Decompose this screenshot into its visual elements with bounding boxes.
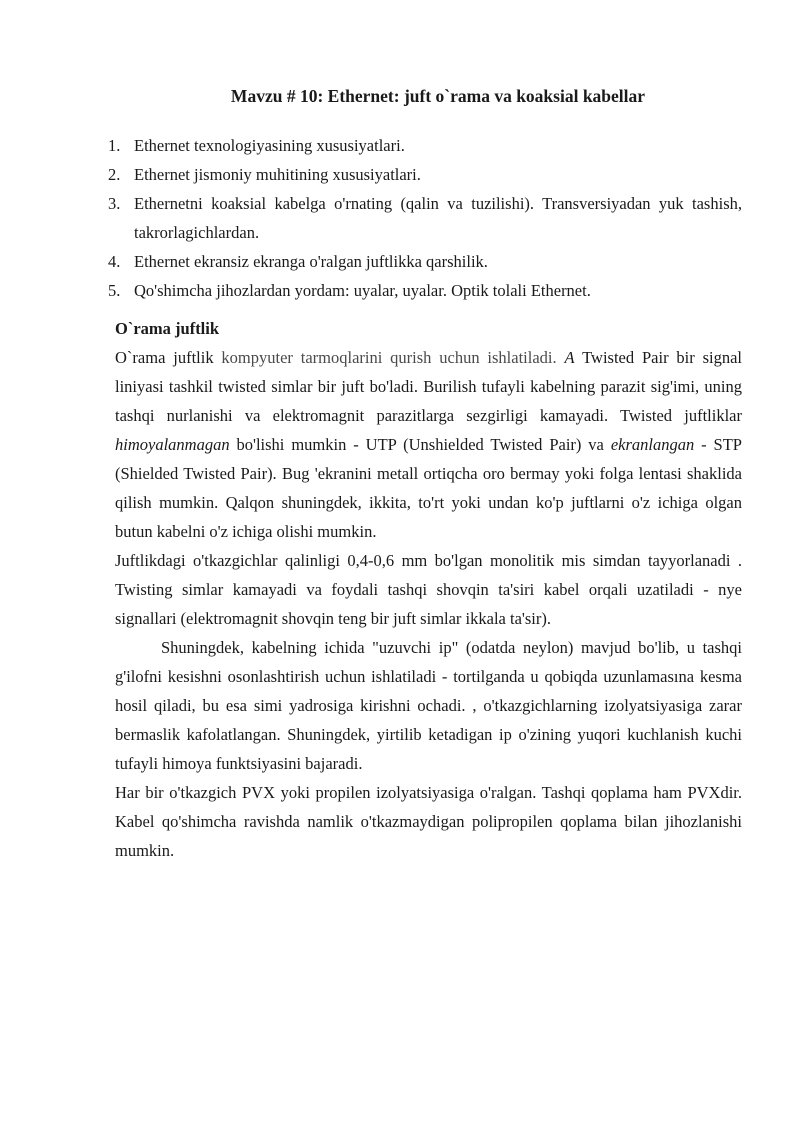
list-number: 3. [108, 194, 121, 213]
list-item [108, 276, 742, 305]
main-content [115, 314, 742, 865]
list-item [108, 160, 742, 189]
text-run-italic: A [564, 348, 575, 367]
list-number: 5. [108, 281, 121, 300]
text-run-italic: himoyalanmagan [115, 435, 230, 454]
list-item-text: Ethernet texnologiyasining xususiyatlari. [134, 136, 405, 155]
list-item-text: Ethernet ekransiz ekranga o'ralgan juftlikka qarshilik. [134, 252, 488, 271]
section-heading: O`rama juftlik [115, 319, 220, 338]
paragraph-twisted-pair [115, 343, 742, 546]
list-item-text: Ethernetni koaksial kabelga o'rnating (qalin va tuzilishi). Transversiyadan yuk tashish, takrorlagichlardan. [134, 194, 742, 242]
topic-list [108, 131, 742, 305]
list-item [108, 247, 742, 276]
list-item-text: Ethernet jismoniy muhitining xususiyatlari. [134, 165, 421, 184]
paragraph-conductors: Juftlikdagi o'tkazgichlar qalinligi 0,4-0,6 mm bo'lgan monolitik mis simdan tayyorlanadi . Twisting simlar kamayadi va foydali tashqi shovqin ta'siri kabel orqali uzatiladi - nye signallari (elektromagnit shovqin teng bir juft simlar ikkala ta'sir). [115, 551, 742, 628]
list-item [108, 131, 742, 160]
text-run-italic: ekranlangan [610, 435, 695, 454]
paragraph-rip-cord: Shuningdek, kabelning ichida "uzuvchi ip" (odatda neylon) mavjud bo'lib, u tashqi g'ilofni kesishni osonlashtirish uchun ishlatiladi - tortilganda u qobiqda uzunlamasına kesma hosil qiladi, bu esa simi yadrosiga kirishni ochadi. , o'tkazgichlarning izolyatsiyasiga zarar bermaslik kafolatlangan. Shuningdek, yirtilib ketadigan ip o'zining yuqori kuchlanish kuchi tufayli himoya funktsiyasini bajaradi. [115, 638, 742, 773]
text-run: bo'lishi mumkin - UTP (Unshielded Twisted Pair) va [229, 435, 611, 454]
paragraph-insulation: Har bir o'tkazgich PVX yoki propilen izolyatsiyasiga o'ralgan. Tashqi qoplama ham PVXdir. Kabel qo'shimcha ravishda namlik o'tkazmaydigan polipropilen qoplama bilan jihozlanishi mumkin. [115, 783, 742, 860]
text-run: kompyuter tarmoqlarini qurish uchun ishlatiladi. [221, 348, 565, 367]
list-number: 2. [108, 165, 121, 184]
text-run: - STP (Shielded Twisted Pair). Bug 'ekranini metall ortiqcha oro bermay yoki folga lentasi shaklida qilish mumkin. Qalqon shuningdek, ikkita, to'rt yoki undan ko'p juftlarni o'z ichiga olgan butun kabelni o'z ichiga olishi mumkin. [115, 435, 742, 541]
list-item-text: Qo'shimcha jihozlardan yordam: uyalar, uyalar. Optik tolali Ethernet. [134, 281, 591, 300]
text-run: O`rama juftlik [115, 348, 222, 367]
list-number: 4. [108, 252, 121, 271]
page-title: Mavzu # 10: Ethernet: juft o`rama va koaksial kabellar [230, 86, 646, 106]
list-number: 1. [108, 136, 121, 155]
text-run: Twisted Pair bir signal liniyasi tashkil twisted simlar bir juft bo'ladi. Burilish tufayli kabelning parazit sig'imi, uning tashqi nurlanishi va elektromagnit parazitlarga sezgirligi kamayadi. Twisted juftliklar [115, 348, 742, 425]
list-item [108, 189, 742, 247]
